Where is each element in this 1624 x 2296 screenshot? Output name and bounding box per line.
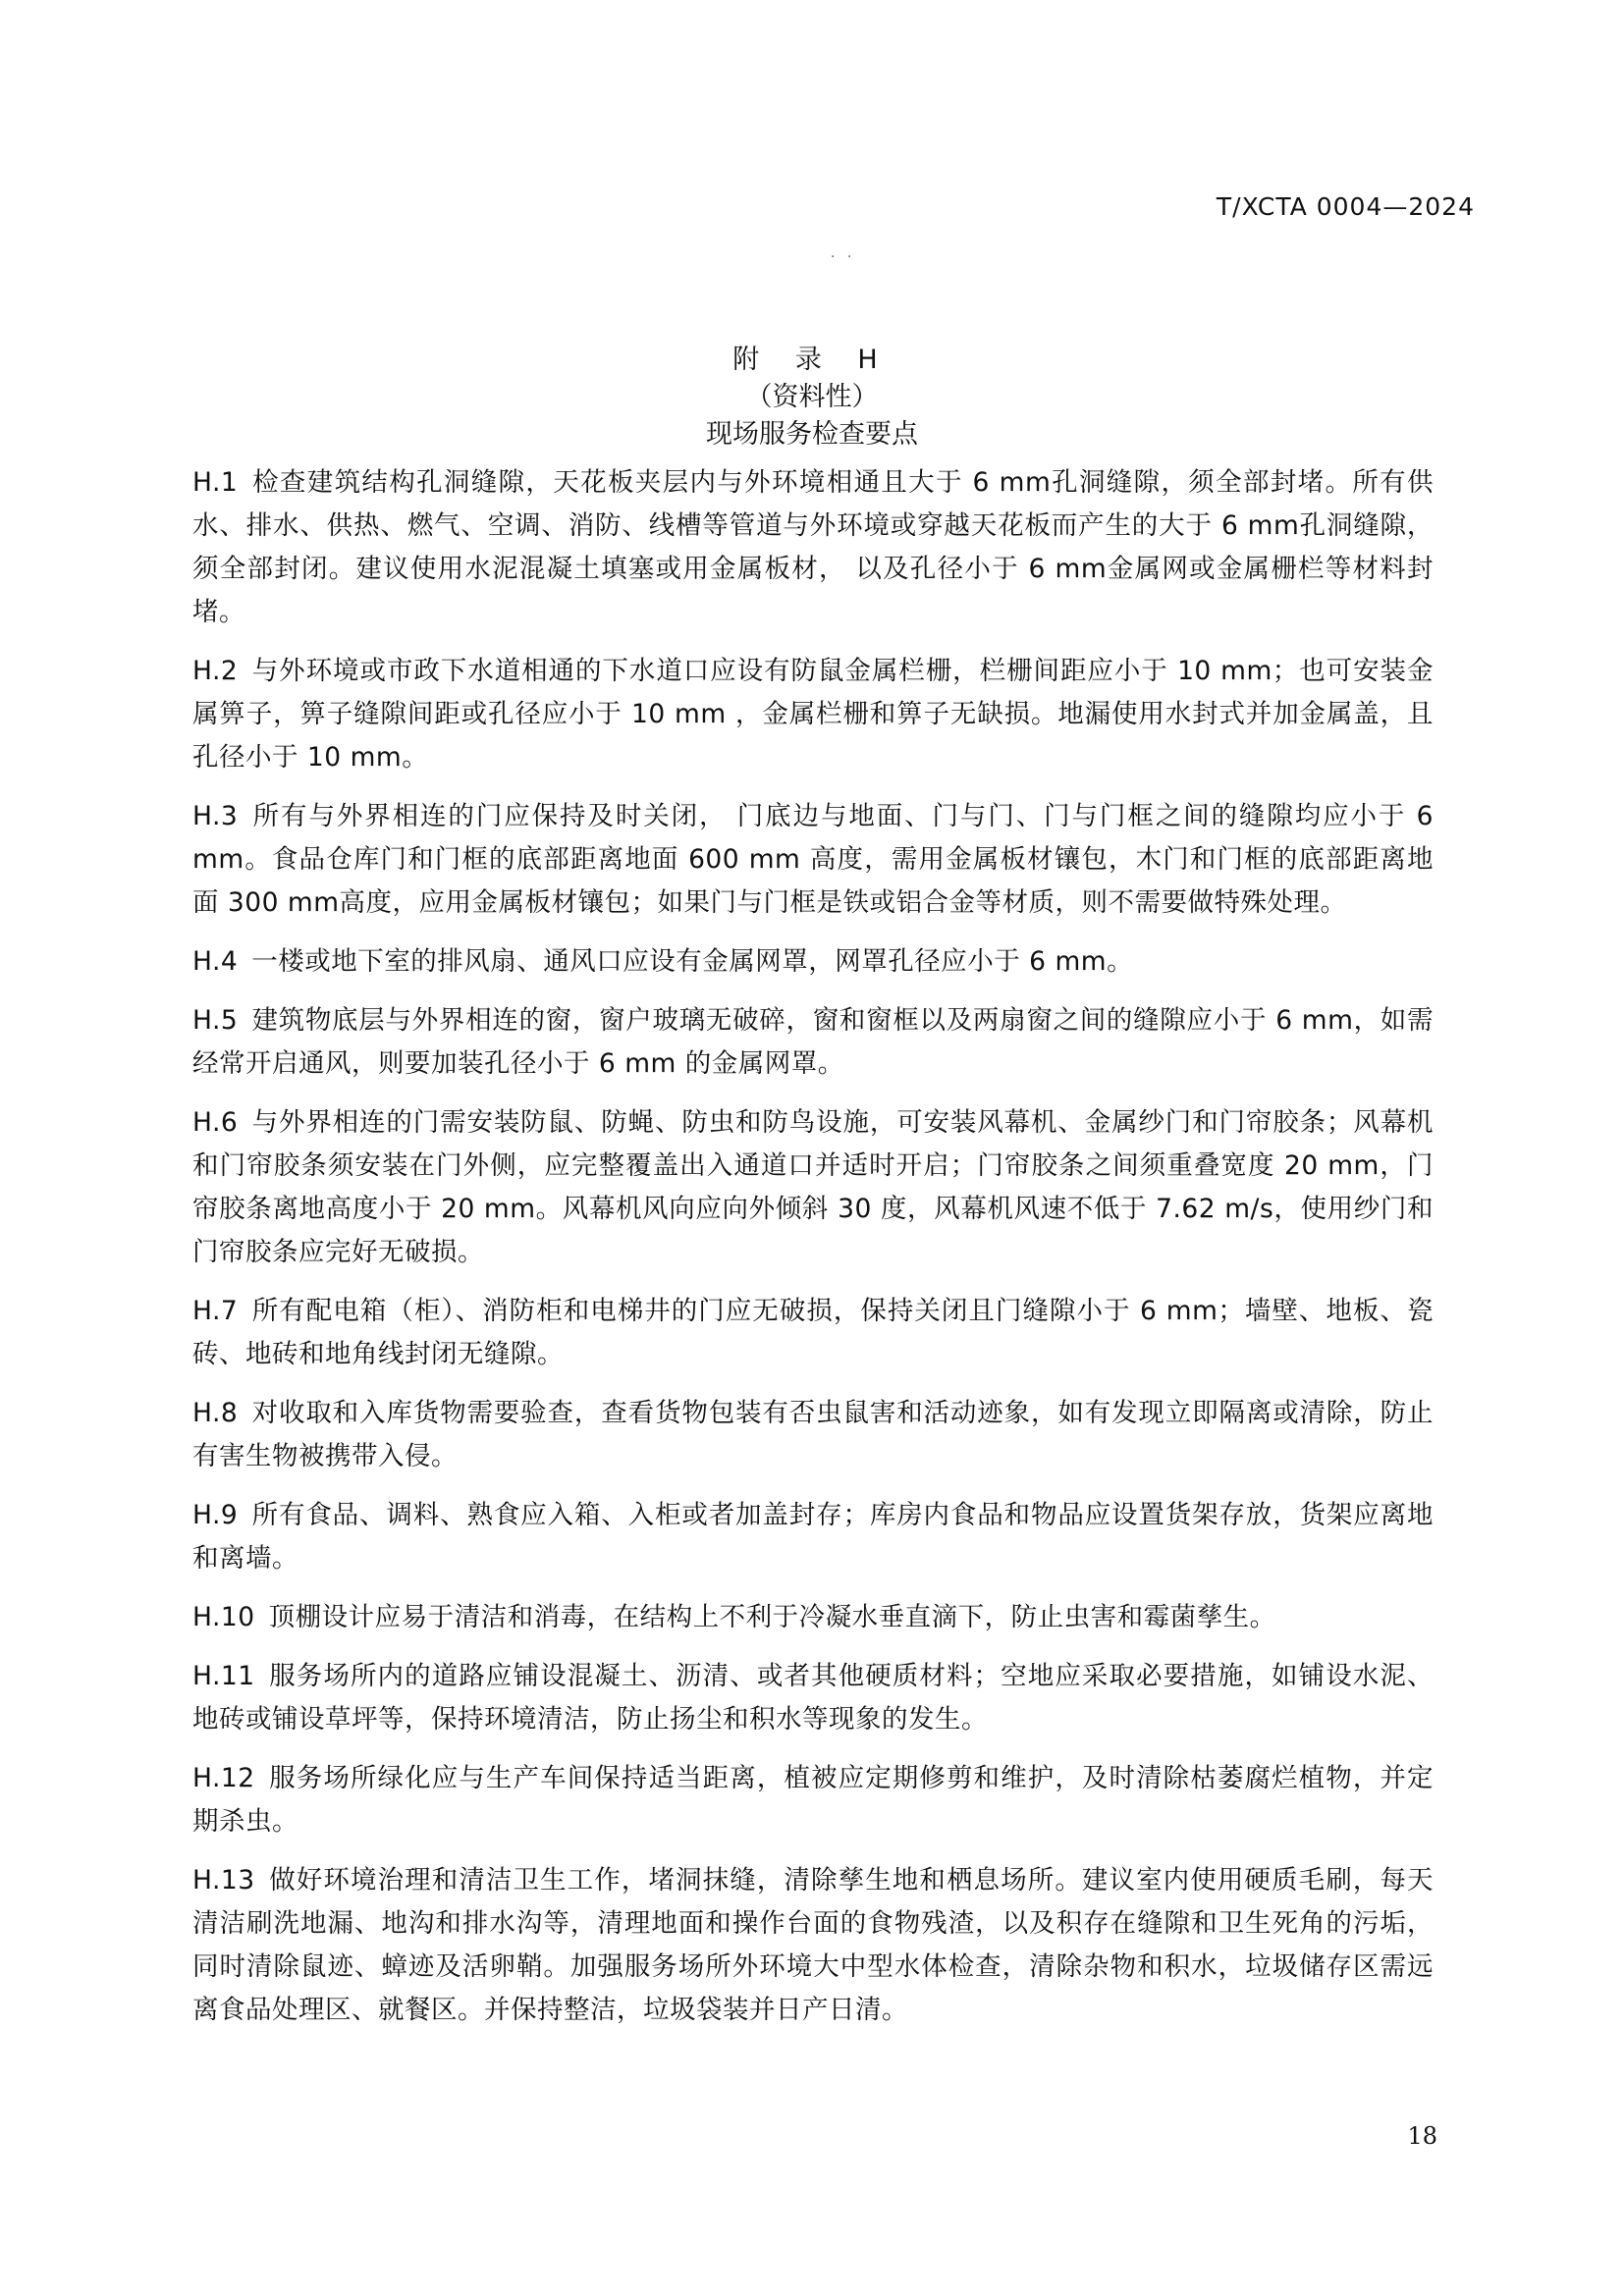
clause-text: 所有与外界相连的门应保持及时关闭， 门底边与地面、门与门、门与门框之间的缝隙均应小于 6 mm。食品仓库门和门框的底部距离地面 600 mm 高度，需用金属板材镶包，木门和门框的底部距离地面 300 mm高度，应用金属板材镶包；如果门与门框是铁或铝合金等材质，则不需要做特殊处理。 [192, 801, 1434, 918]
page-number: 18 [1407, 2122, 1437, 2150]
clause-h12 [192, 1757, 1434, 1843]
clause-h9 [192, 1494, 1434, 1580]
appendix-title: 现场服务检查要点 [706, 419, 918, 450]
appendix-type: （资料性） [745, 382, 879, 412]
clause-text: 与外界相连的门需安装防鼠、防蝇、防虫和防鸟设施，可安装风幕机、金属纱门和门帘胶条；风幕机和门帘胶条须安装在门外侧，应完整覆盖出入通道口并适时开启；门帘胶条之间须重叠宽度 20 mm，门帘胶条离地高度小于 20 mm。风幕机风向应向外倾斜 30 度，风幕机风速不低于 7.62 m/s，使用纱门和门帘胶条应完好无破损。 [192, 1107, 1434, 1267]
clause-number: H.6 [192, 1107, 239, 1138]
clause-text: 检查建筑结构孔洞缝隙，天花板夹层内与外环境相通且大于 6 mm孔洞缝隙，须全部封堵。所有供 水、排水、供热、燃气、空调、消防、线槽等管道与外环境或穿越天花板而产生的大于 6 mm孔洞缝隙， 须全部封闭。建议使用水泥混凝土填塞或用金属板材， 以及孔径小于 6 mm金属网或金属栅栏等材料封堵。 [192, 467, 1434, 627]
clause-h8 [192, 1392, 1434, 1478]
clause-number: H.12 [192, 1763, 255, 1793]
clause-text: 一楼或地下室的排风扇、通风口应设有金属网罩，网罩孔径应小于 6 mm。 [251, 946, 1134, 977]
clause-text: 所有食品、调料、熟食应入箱、入柜或者加盖封存；库房内食品和物品应设置货架存放，货架应离地和离墙。 [192, 1500, 1434, 1574]
clause-h5 [192, 999, 1434, 1086]
appendix-label: 附 录 H [732, 345, 892, 375]
clause-number: H.5 [192, 1005, 239, 1036]
clause-number: H.1 [192, 467, 239, 498]
clause-text: 顶棚设计应易于清洁和消毒，在结构上不利于冷凝水垂直滴下，防止虫害和霉菌孳生。 [268, 1602, 1276, 1632]
clause-number: H.7 [192, 1296, 239, 1326]
clause-text: 服务场所绿化应与生产车间保持适当距离，植被应定期修剪和维护，及时清除枯萎腐烂植物，并定期杀虫。 [192, 1763, 1434, 1837]
clause-number: H.11 [192, 1661, 255, 1691]
document-code: T/XCTA 0004—2024 [1216, 192, 1475, 221]
clause-text: 服务场所内的道路应铺设混凝土、沥清、或者其他硬质材料；空地应采取必要措施，如铺设水泥、地砖或铺设草坪等，保持环境清洁，防止扬尘和积水等现象的发生。 [192, 1661, 1434, 1735]
clause-h7 [192, 1290, 1434, 1376]
appendix-content [192, 461, 1434, 2048]
clause-h4 [192, 940, 1434, 984]
clause-number: H.13 [192, 1865, 255, 1896]
clause-text: 与外环境或市政下水道相通的下水道口应设有防鼠金属栏栅，栏栅间距应小于 10 mm；也可安装金属箅子，箅子缝隙间距或孔径应小于 10 mm ，金属栏栅和箅子无缺损。地漏使用水封式并加金属盖，且孔径小于 10 mm。 [192, 656, 1434, 773]
clause-number: H.8 [192, 1398, 239, 1428]
clause-text: 对收取和入库货物需要验查，查看货物包装有否虫鼠害和活动迹象，如有发现立即隔离或清除，防止有害生物被携带入侵。 [192, 1398, 1434, 1471]
clause-text: 所有配电箱（柜）、消防柜和电梯井的门应无破损，保持关闭且门缝隙小于 6 mm；墙壁、地板、瓷砖、地砖和地角线封闭无缝隙。 [192, 1296, 1434, 1369]
clause-h10 [192, 1596, 1434, 1639]
clause-number: H.10 [192, 1602, 255, 1632]
clause-h1 [192, 461, 1434, 634]
clause-number: H.9 [192, 1500, 239, 1530]
clause-number: H.2 [192, 656, 239, 686]
clause-h3 [192, 795, 1434, 925]
clause-number: H.3 [192, 801, 239, 831]
clause-text: 建筑物底层与外界相连的窗，窗户玻璃无破碎，窗和窗框以及两扇窗之间的缝隙应小于 6 mm，如需经常开启通风，则要加装孔径小于 6 mm 的金属网罩。 [192, 1005, 1434, 1079]
clause-number: H.4 [192, 946, 239, 977]
clause-h13 [192, 1859, 1434, 2032]
clause-h11 [192, 1655, 1434, 1741]
clause-h2 [192, 650, 1434, 779]
clause-h6 [192, 1101, 1434, 1274]
clause-text: 做好环境治理和清洁卫生工作，堵洞抹缝，清除孳生地和栖息场所。建议室内使用硬质毛刷，每天清洁刷洗地漏、地沟和排水沟等，清理地面和操作台面的食物残渣，以及积存在缝隙和卫生死角的污垢，同时清除鼠迹、蟑迹及活卵鞘。加强服务场所外环境大中型水体检查，清除杂物和积水，垃圾储存区需远离食品处理区、就餐区。并保持整洁，垃圾袋装并日产日清。 [192, 1865, 1434, 2025]
appendix-title-block [0, 342, 1624, 454]
decorative-dots: . . [831, 245, 856, 261]
